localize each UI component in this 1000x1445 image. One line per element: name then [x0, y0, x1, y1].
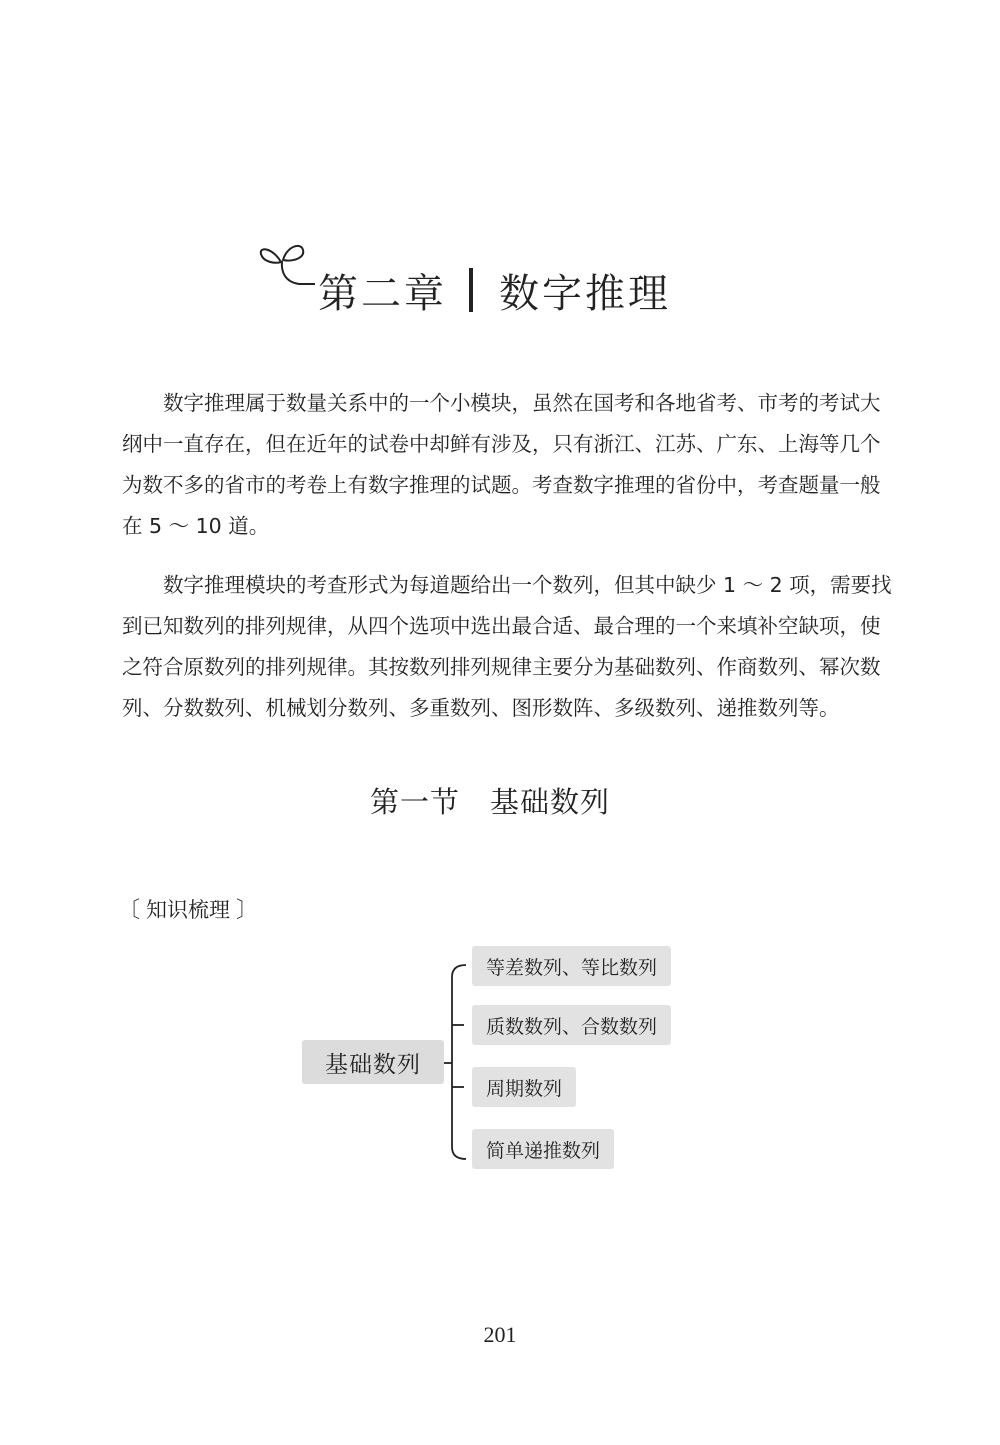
paragraph-line: 列、分数数列、机械划分数列、多重数列、图形数阵、多级数列、递推数列等。: [122, 696, 840, 720]
knowledge-header: [118, 893, 258, 924]
mind-map-root: 基础数列: [302, 1040, 444, 1084]
paragraph-line: 之符合原数列的排列规律。其按数列排列规律主要分为基础数列、作商数列、幂次数: [122, 655, 881, 679]
section-title: 第一节 基础数列: [369, 785, 610, 819]
mind-map-branch: 周期数列: [472, 1067, 576, 1107]
paragraph-line: 为数不多的省市的考卷上有数字推理的试题。考查数字推理的省份中，考查题量一般: [122, 473, 881, 497]
paragraph-line: 在 5 ～ 10 道。: [122, 514, 270, 538]
paragraph-line: 数字推理模块的考查形式为每道题给出一个数列，但其中缺少 1 ～ 2 项，需要找: [163, 573, 892, 597]
sprout-icon: [255, 238, 317, 300]
mind-map-branch: 等差数列、等比数列: [472, 946, 671, 986]
left-bracket: 〔: [118, 898, 141, 923]
page-number: 201: [483, 1322, 517, 1347]
chapter-number: 第二章: [318, 270, 447, 317]
title-divider: [469, 268, 473, 312]
intro-paragraph-2: [122, 565, 892, 729]
chapter-title: 数字推理: [499, 270, 671, 317]
paragraph-line: 数字推理属于数量关系中的一个小模块，虽然在国考和各地省考、市考的考试大: [163, 391, 881, 415]
knowledge-label: 知识梳理: [146, 897, 231, 922]
mind-map-branch: 质数数列、合数数列: [472, 1005, 671, 1045]
intro-paragraph-1: [122, 383, 881, 547]
chapter-heading: [318, 258, 671, 322]
right-bracket: 〕: [236, 898, 259, 923]
paragraph-line: 到已知数列的排列规律，从四个选项中选出最合适、最合理的一个来填补空缺项，使: [122, 614, 881, 638]
paragraph-line: 纲中一直存在，但在近年的试卷中却鲜有涉及，只有浙江、江苏、广东、上海等几个: [122, 432, 881, 456]
mind-map-branch: 简单递推数列: [472, 1129, 614, 1169]
